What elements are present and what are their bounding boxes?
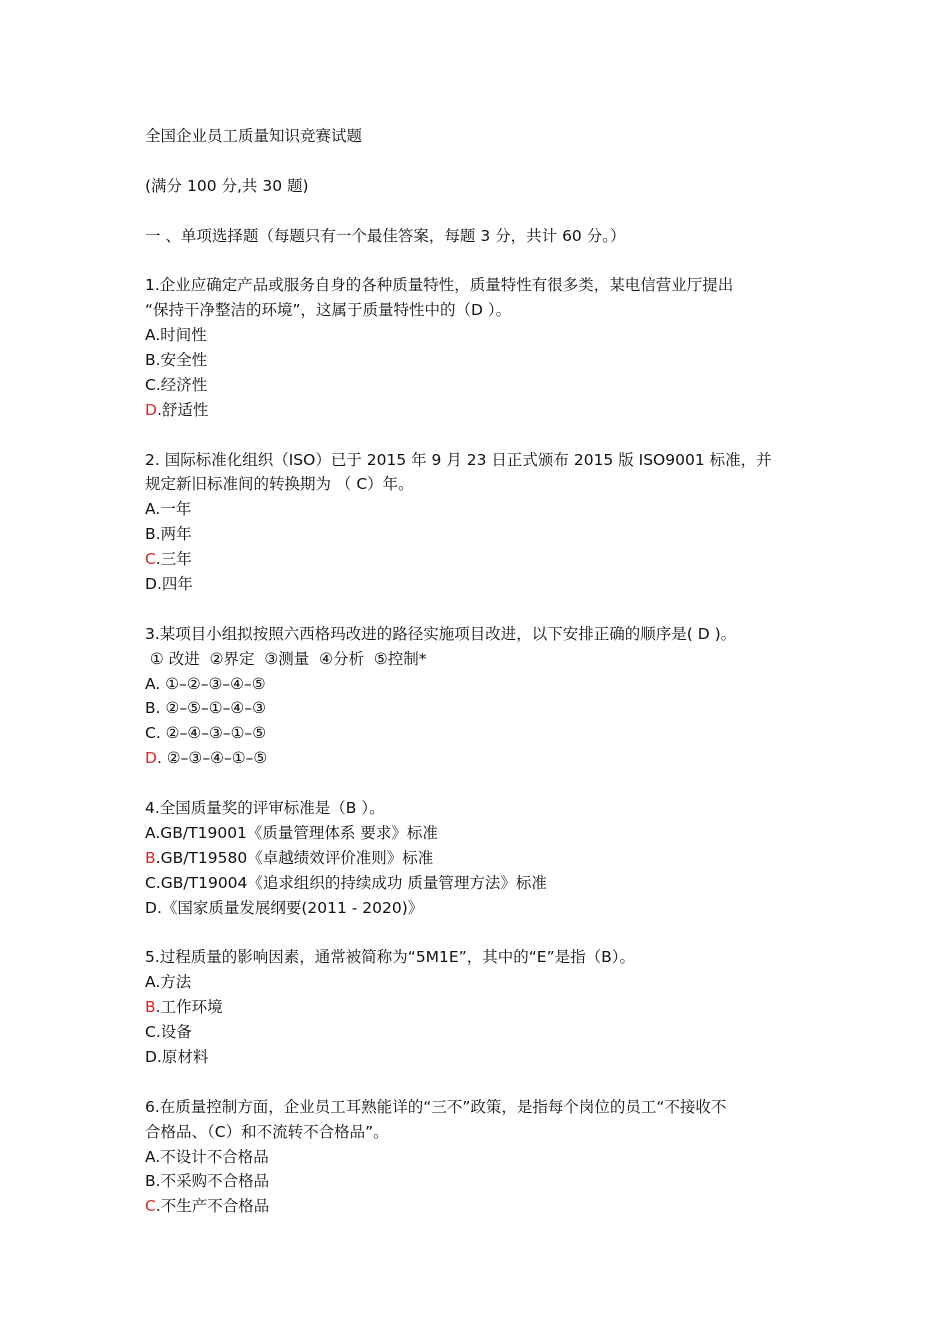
answer-option xyxy=(145,1045,825,1070)
option-letter: C xyxy=(145,1023,156,1042)
document-subtitle: (满分 100 分,共 30 题) xyxy=(145,176,309,195)
answer-option xyxy=(145,572,825,597)
option-text: .一年 xyxy=(155,500,192,519)
option-text: .GB/T19004《追求组织的持续成功 质量管理方法》标准 xyxy=(155,873,547,892)
correct-option-letter: B xyxy=(145,998,156,1017)
answer-option xyxy=(145,672,825,697)
answer-option xyxy=(145,721,825,746)
answer-option xyxy=(145,821,825,846)
answer-option xyxy=(145,497,825,522)
section-heading: 一 、单项选择题（每题只有一个最佳答案，每题 3 分，共计 60 分。） xyxy=(145,226,626,245)
question-text-line: 2. 国际标准化组织（ISO）已于 2015 年 9 月 23 日正式颁布 2015 版 ISO9001 标准，并 xyxy=(145,450,772,469)
question-text-line: 合格品、（C）和不流转不合格品”。 xyxy=(145,1122,389,1141)
question-text-line: 3.某项目小组拟按照六西格玛改进的路径实施项目改进，以下安排正确的顺序是( D )。 xyxy=(145,624,737,643)
option-letter: D xyxy=(145,575,157,594)
question-text-line: 4.全国质量奖的评审标准是（B ）。 xyxy=(145,799,385,818)
answer-option xyxy=(145,547,825,572)
option-text: .GB/T19580《卓越绩效评价准则》标准 xyxy=(155,848,434,867)
question-text-line: 规定新旧标准间的转换期为 （ C）年。 xyxy=(145,475,414,494)
question-block xyxy=(145,622,825,771)
option-text: . ②–④–③–①–⑤ xyxy=(155,724,267,743)
option-text: .GB/T19001《质量管理体系 要求》标准 xyxy=(155,823,438,842)
document-page xyxy=(145,124,825,1244)
option-letter: B xyxy=(145,699,156,718)
option-letter: A xyxy=(145,500,156,519)
answer-option xyxy=(145,323,825,348)
option-letter: A xyxy=(145,823,156,842)
option-text: .安全性 xyxy=(155,351,208,370)
answer-option xyxy=(145,995,825,1020)
option-letter: B xyxy=(145,351,156,370)
question-list xyxy=(145,273,825,1219)
option-text: .时间性 xyxy=(155,326,207,345)
option-text: .设备 xyxy=(155,1023,192,1042)
option-text: .三年 xyxy=(155,550,192,569)
option-text: .两年 xyxy=(155,525,192,544)
option-text: .不采购不合格品 xyxy=(155,1172,270,1191)
option-text: .不设计不合格品 xyxy=(155,1147,269,1166)
option-letter: D xyxy=(145,898,157,917)
correct-option-letter: C xyxy=(145,550,156,569)
option-text: .方法 xyxy=(155,973,192,992)
option-text: .不生产不合格品 xyxy=(155,1197,270,1216)
answer-option xyxy=(145,1145,825,1170)
option-letter: A xyxy=(145,326,156,345)
option-text: .经济性 xyxy=(155,375,208,394)
option-letter: A xyxy=(145,674,156,693)
option-text: .《国家质量发展纲要(2011 - 2020)》 xyxy=(156,898,424,917)
option-letter: C xyxy=(145,873,156,892)
answer-option xyxy=(145,373,825,398)
question-block xyxy=(145,448,825,597)
answer-option xyxy=(145,896,825,921)
option-letter: B xyxy=(145,525,156,544)
question-text-line: 1.企业应确定产品或服务自身的各种质量特性，质量特性有很多类，某电信营业厅提出 xyxy=(145,276,734,295)
answer-option xyxy=(145,746,825,771)
option-letter: B xyxy=(145,1172,156,1191)
option-text: .原材料 xyxy=(156,1047,209,1066)
answer-option xyxy=(145,348,825,373)
answer-option xyxy=(145,970,825,995)
option-text: .工作环境 xyxy=(155,998,223,1017)
question-text-line: 5.过程质量的影响因素，通常被简称为“5M1E”，其中的“E”是指（B）。 xyxy=(145,948,635,967)
question-block xyxy=(145,1095,825,1219)
option-text: . ①–②–③–④–⑤ xyxy=(155,674,266,693)
option-text: . ②–③–④–①–⑤ xyxy=(156,749,268,768)
answer-option xyxy=(145,846,825,871)
option-letter: A xyxy=(145,1147,156,1166)
answer-option xyxy=(145,398,825,423)
correct-option-letter: D xyxy=(145,749,157,768)
option-letter: A xyxy=(145,973,156,992)
option-letter: D xyxy=(145,1047,157,1066)
option-text: .舒适性 xyxy=(156,400,209,419)
option-letter: C xyxy=(145,724,156,743)
question-text-line: ① 改进 ②界定 ③测量 ④分析 ⑤控制* xyxy=(145,649,427,668)
answer-option xyxy=(145,1020,825,1045)
correct-option-letter: B xyxy=(145,848,156,867)
question-block xyxy=(145,273,825,422)
question-text-line: “保持干净整洁的环境”，这属于质量特性中的（D ）。 xyxy=(145,301,512,320)
answer-option xyxy=(145,1169,825,1194)
document-title: 全国企业员工质量知识竞赛试题 xyxy=(145,127,363,145)
answer-option xyxy=(145,696,825,721)
correct-option-letter: C xyxy=(145,1197,156,1216)
option-letter: C xyxy=(145,375,156,394)
question-block xyxy=(145,796,825,920)
answer-option xyxy=(145,522,825,547)
answer-option xyxy=(145,871,825,896)
question-block xyxy=(145,945,825,1069)
option-text: . ②–⑤–①–④–③ xyxy=(155,699,266,718)
option-text: .四年 xyxy=(156,575,193,594)
correct-option-letter: D xyxy=(145,400,157,419)
question-text-line: 6.在质量控制方面，企业员工耳熟能详的“三不”政策，是指每个岗位的员工“不接收不 xyxy=(145,1097,727,1116)
answer-option xyxy=(145,1194,825,1219)
